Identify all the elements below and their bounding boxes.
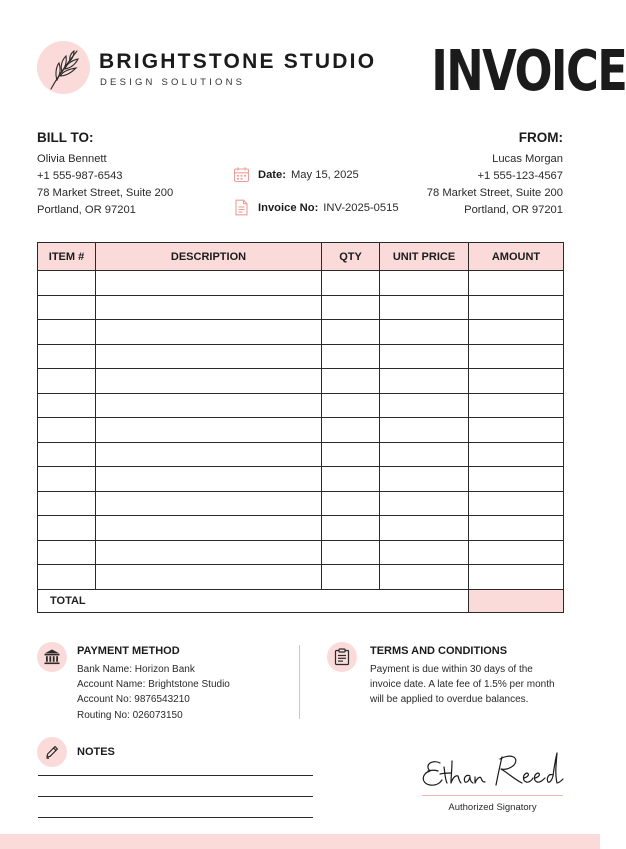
column-header-unit-price: UNIT PRICE (380, 243, 469, 271)
cell-amount[interactable] (469, 271, 564, 296)
cell-amount[interactable] (469, 565, 564, 590)
table-row (38, 344, 564, 369)
cell-qty[interactable] (322, 369, 380, 394)
table-row (38, 442, 564, 467)
cell-unit-price[interactable] (380, 344, 469, 369)
cell-item-number[interactable] (38, 320, 96, 345)
table-row (38, 540, 564, 565)
cell-description[interactable] (96, 369, 322, 394)
table-row (38, 369, 564, 394)
cell-item-number[interactable] (38, 540, 96, 565)
table-row (38, 295, 564, 320)
date-value: May 15, 2025 (290, 168, 359, 181)
cell-unit-price[interactable] (380, 271, 469, 296)
cell-unit-price[interactable] (380, 295, 469, 320)
signature-line (422, 795, 563, 796)
cell-description[interactable] (96, 540, 322, 565)
date-label: Date: (258, 168, 286, 181)
invoice-number-row (233, 199, 399, 216)
document-icon (233, 199, 250, 216)
cell-amount[interactable] (469, 467, 564, 492)
table-row (38, 516, 564, 541)
payment-routing-number: Routing No: 026073150 (77, 710, 183, 721)
cell-item-number[interactable] (38, 393, 96, 418)
page-title: INVOICE (431, 39, 626, 104)
cell-amount[interactable] (469, 295, 564, 320)
cell-description[interactable] (96, 295, 322, 320)
cell-description[interactable] (96, 467, 322, 492)
bill-to-address-line2: Portland, OR 97201 (37, 204, 136, 216)
bill-to-address-line1: 78 Market Street, Suite 200 (37, 187, 174, 199)
cell-unit-price[interactable] (380, 565, 469, 590)
column-header-description: DESCRIPTION (96, 243, 322, 271)
cell-unit-price[interactable] (380, 320, 469, 345)
notes-line-1[interactable] (38, 775, 313, 776)
cell-description[interactable] (96, 418, 322, 443)
pencil-icon-badge (37, 737, 67, 767)
clipboard-icon-badge (327, 642, 357, 672)
table-row (38, 491, 564, 516)
table-row (38, 271, 564, 296)
cell-unit-price[interactable] (380, 418, 469, 443)
table-header-row (38, 243, 564, 271)
signature-caption: Authorized Signatory (448, 802, 537, 813)
column-header-qty: QTY (322, 243, 380, 271)
cell-amount[interactable] (469, 540, 564, 565)
cell-qty[interactable] (322, 516, 380, 541)
bill-to-heading: BILL TO: (37, 130, 94, 145)
notes-line-2[interactable] (38, 796, 313, 797)
invoice-number-value: INV-2025-0515 (323, 201, 399, 214)
calendar-icon (233, 166, 250, 183)
cell-description[interactable] (96, 516, 322, 541)
brand-tagline: DESIGN SOLUTIONS (100, 77, 246, 88)
cell-description[interactable] (96, 271, 322, 296)
cell-unit-price[interactable] (380, 467, 469, 492)
signature-image (418, 745, 568, 795)
cell-unit-price[interactable] (380, 369, 469, 394)
cell-item-number[interactable] (38, 467, 96, 492)
payment-bank-name: Bank Name: Horizon Bank (77, 664, 195, 675)
cell-amount[interactable] (469, 320, 564, 345)
column-header-amount: AMOUNT (469, 243, 564, 271)
brand-logo (37, 41, 90, 94)
cell-qty[interactable] (322, 344, 380, 369)
cell-unit-price[interactable] (380, 491, 469, 516)
cell-item-number[interactable] (38, 344, 96, 369)
bottom-accent-band (0, 834, 600, 849)
date-row (233, 166, 359, 183)
bill-to-name: Olivia Bennett (37, 153, 107, 165)
bank-icon (43, 648, 61, 666)
table-row (38, 565, 564, 590)
cell-amount[interactable] (469, 491, 564, 516)
column-header-item-number: ITEM # (38, 243, 96, 271)
cell-unit-price[interactable] (380, 516, 469, 541)
total-amount-cell[interactable] (469, 589, 564, 612)
payment-account-number: Account No: 9876543210 (77, 694, 190, 705)
cell-qty[interactable] (322, 295, 380, 320)
cell-qty[interactable] (322, 393, 380, 418)
table-row (38, 393, 564, 418)
notes-line-3[interactable] (38, 817, 313, 818)
cell-amount[interactable] (469, 369, 564, 394)
cell-item-number[interactable] (38, 565, 96, 590)
cell-item-number[interactable] (38, 516, 96, 541)
cell-amount[interactable] (469, 442, 564, 467)
cell-qty[interactable] (322, 540, 380, 565)
cell-item-number[interactable] (38, 442, 96, 467)
cell-amount[interactable] (469, 344, 564, 369)
terms-line-3: will be applied to overdue balances. (370, 694, 529, 705)
brand-name: BRIGHTSTONE STUDIO (99, 50, 377, 73)
payment-account-name: Account Name: Brightstone Studio (77, 679, 230, 690)
items-table (37, 242, 564, 613)
cell-item-number[interactable] (38, 271, 96, 296)
terms-heading: TERMS AND CONDITIONS (370, 645, 508, 657)
table-row (38, 320, 564, 345)
pencil-icon (44, 744, 60, 760)
table-row (38, 418, 564, 443)
cell-item-number[interactable] (38, 491, 96, 516)
leaf-branch-icon (45, 46, 83, 92)
total-label: TOTAL (38, 589, 469, 612)
cell-item-number[interactable] (38, 418, 96, 443)
clipboard-icon (334, 648, 350, 666)
bank-icon-badge (37, 642, 67, 672)
terms-line-2: invoice date. A late fee of 1.5% per month (370, 679, 555, 690)
cell-description[interactable] (96, 565, 322, 590)
section-divider (299, 645, 300, 719)
table-row (38, 467, 564, 492)
cell-qty[interactable] (322, 442, 380, 467)
cell-amount[interactable] (469, 516, 564, 541)
cell-qty[interactable] (322, 467, 380, 492)
cell-description[interactable] (96, 393, 322, 418)
payment-method-heading: PAYMENT METHOD (77, 645, 180, 657)
cell-amount[interactable] (469, 418, 564, 443)
cell-qty[interactable] (322, 491, 380, 516)
cell-description[interactable] (96, 320, 322, 345)
cell-unit-price[interactable] (380, 393, 469, 418)
cell-item-number[interactable] (38, 295, 96, 320)
cell-description[interactable] (96, 491, 322, 516)
invoice-number-label: Invoice No: (258, 201, 319, 214)
bill-to-phone: +1 555-987-6543 (37, 170, 123, 182)
cell-unit-price[interactable] (380, 540, 469, 565)
from-address-line1: 78 Market Street, Suite 200 (426, 187, 563, 199)
cell-unit-price[interactable] (380, 442, 469, 467)
cell-item-number[interactable] (38, 369, 96, 394)
cell-description[interactable] (96, 442, 322, 467)
total-row (38, 589, 564, 612)
cell-qty[interactable] (322, 565, 380, 590)
cell-qty[interactable] (322, 271, 380, 296)
terms-line-1: Payment is due within 30 days of the (370, 664, 533, 675)
cell-qty[interactable] (322, 320, 380, 345)
from-phone: +1 555-123-4567 (477, 170, 563, 182)
cell-description[interactable] (96, 344, 322, 369)
from-heading: FROM: (518, 130, 563, 145)
cell-amount[interactable] (469, 393, 564, 418)
cell-qty[interactable] (322, 418, 380, 443)
from-name: Lucas Morgan (492, 153, 563, 165)
from-address-line2: Portland, OR 97201 (464, 204, 563, 216)
notes-heading: NOTES (77, 746, 115, 758)
